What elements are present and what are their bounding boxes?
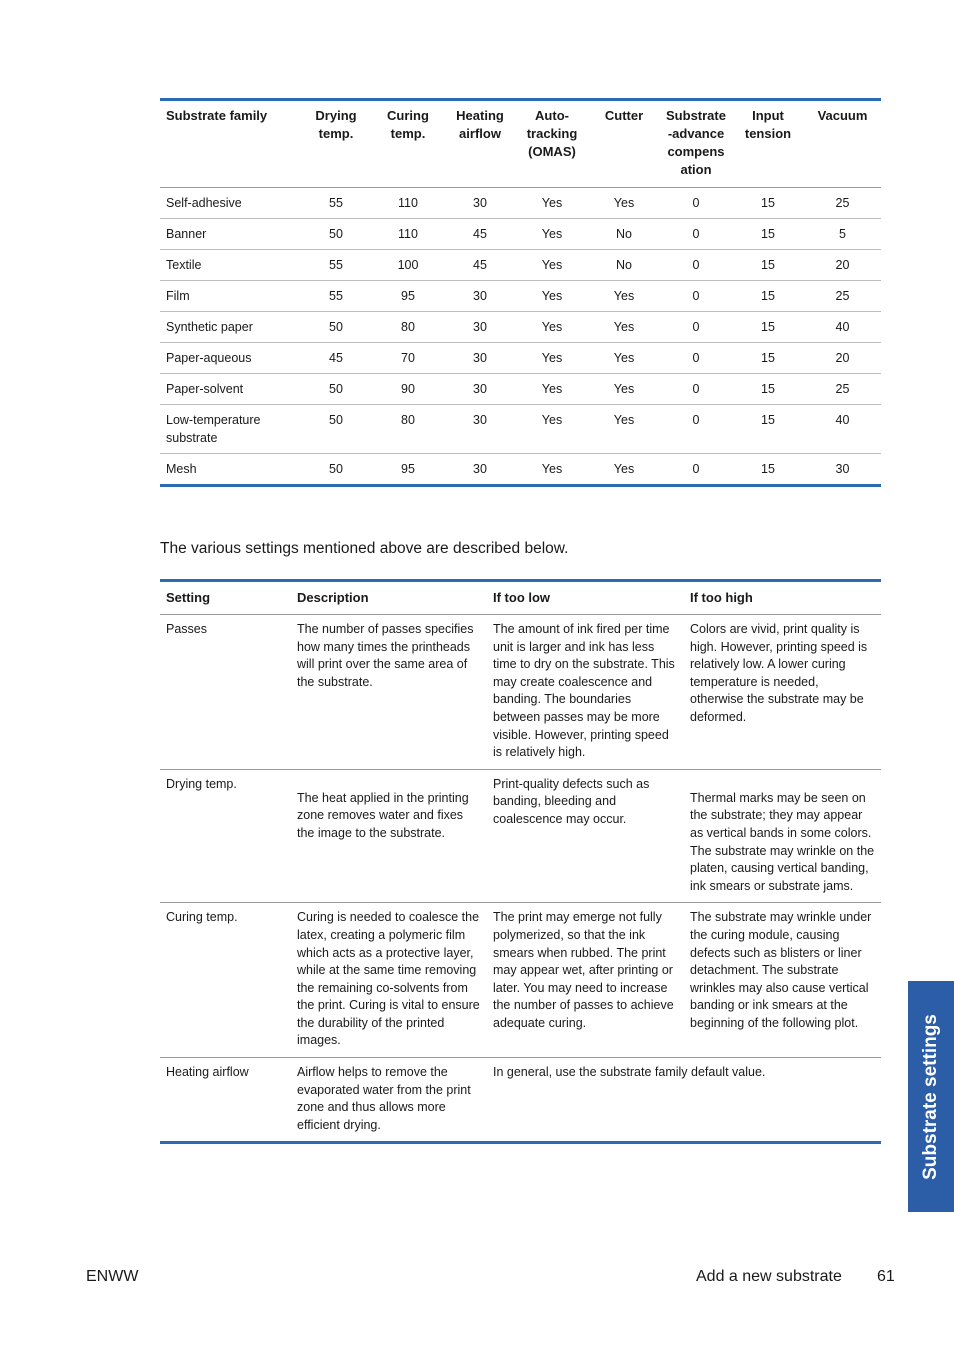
setting-too-low: Print-quality defects such as banding, bleeding and coalescence may occur. [487,769,684,903]
table-cell: 0 [660,281,732,312]
setting-description: Airflow helps to remove the evaporated water from the print zone and thus allows more efficient drying. [297,1065,471,1132]
table-cell: 80 [372,312,444,343]
table-cell: 50 [300,312,372,343]
substrate-name: Banner [160,219,300,250]
table-cell: 15 [732,188,804,219]
column-header: If too low [487,581,684,615]
table-cell: 15 [732,405,804,454]
table-cell: 50 [300,374,372,405]
table-cell: Yes [588,281,660,312]
table-cell: Yes [516,343,588,374]
table-cell: 45 [300,343,372,374]
table-cell: 30 [473,462,487,476]
table-cell: 15 [732,219,804,250]
table-cell: 0 [660,343,732,374]
setting-too-high: The substrate may wrinkle under the curing module, causing defects such as blisters or liner detachment. The substrate wrinkles may also cause vertical banding or ink smears at the beginning of the following plot. [684,903,881,1058]
table-cell: 50 [329,462,343,476]
table-cell: 20 [804,250,881,281]
substrate-name: Self-adhesive [160,188,300,219]
table-row [160,343,881,374]
table-header-row [160,100,881,188]
table-cell: 30 [444,374,516,405]
table-cell: 110 [372,219,444,250]
table-cell: Yes [516,405,588,454]
setting-too-high: Colors are vivid, print quality is high. However, printing speed is relatively low. A lower curing temperature is needed, otherwise the substrate may be deformed. [684,615,881,770]
setting-name: Passes [160,615,291,770]
table-cell: 45 [444,219,516,250]
column-header: Input tension [732,100,804,188]
setting-too-low-and-high: In general, use the substrate family default value. [493,1065,766,1080]
table-cell: 40 [804,405,881,454]
table-cell: 30 [835,462,850,476]
table-row [160,405,881,454]
table-cell: Yes [588,343,660,374]
setting-description: Curing is needed to coalesce the latex, creating a polymeric film which acts as a protective layer, while at the same time removing the remaining co-solvents from the print. Curing is vital to ensure the durability of the printed images. [291,903,487,1058]
substrate-name: Film [160,281,300,312]
table-cell: Yes [516,374,588,405]
table-row [160,615,881,770]
table-cell: 0 [660,312,732,343]
table-cell: Yes [516,188,588,219]
table-cell: 0 [660,219,732,250]
table-cell: 15 [732,281,804,312]
table-cell: 30 [444,281,516,312]
table-cell: No [588,250,660,281]
section-side-tab [908,981,954,1212]
substrate-name: Paper-aqueous [160,343,300,374]
table-cell: 95 [401,462,415,476]
table-cell: Yes [588,312,660,343]
setting-name: Heating airflow [166,1065,249,1080]
table-cell: 0 [660,250,732,281]
table-cell: Yes [613,462,635,476]
table-cell: Yes [588,188,660,219]
table-cell: 50 [300,405,372,454]
substrate-name: Paper-solvent [160,374,300,405]
column-header: Curing temp. [372,100,444,188]
table-row [160,188,881,219]
table-cell: 25 [804,374,881,405]
table-cell: Yes [516,312,588,343]
column-header: Auto-tracking (OMAS) [516,100,588,188]
table-cell: 55 [300,188,372,219]
footer-chapter-title: Add a new substrate [696,1268,842,1285]
table-cell: Yes [541,462,563,476]
table-cell: 55 [300,250,372,281]
column-header: If too high [684,581,881,615]
table-cell: 45 [444,250,516,281]
substrate-family-table [160,98,881,487]
table-cell: 70 [372,343,444,374]
setting-description: The heat applied in the printing zone removes water and fixes the image to the substrate. [291,769,487,903]
table-cell: 15 [732,374,804,405]
column-header: Description [291,581,487,615]
setting-description: The number of passes specifies how many times the printheads will print over the same area of the substrate. [291,615,487,770]
table-cell: 55 [300,281,372,312]
substrate-name: Low-temperature substrate [160,405,300,454]
table-cell: 0 [660,405,732,454]
substrate-name: Synthetic paper [160,312,300,343]
table-cell: 95 [372,281,444,312]
table-cell: 110 [372,188,444,219]
table-cell: 50 [300,219,372,250]
table-cell: 30 [444,405,516,454]
table-cell: 25 [804,188,881,219]
table-cell: 30 [444,343,516,374]
column-header: Substrate family [160,100,300,188]
table-cell: 0 [660,374,732,405]
table-cell: 15 [732,312,804,343]
table-row [160,1058,881,1143]
table-row [160,219,881,250]
column-header: Substrate-advance compensation [660,100,732,188]
table-row [160,312,881,343]
table-row [160,454,881,486]
table-cell: 100 [372,250,444,281]
table-cell: Yes [588,374,660,405]
table-cell: 5 [804,219,881,250]
setting-too-high: Thermal marks may be seen on the substrate; they may appear as vertical bands in some colors. The substrate may wrinkle on the platen, causing vertical banding, ink smears or substrate jams. [684,769,881,903]
setting-too-low: The amount of ink fired per time unit is larger and ink has less time to dry on the substrate. This may create coalescence and banding. The boundaries between passes may be more visible. However, printing speed is relatively high. [487,615,684,770]
table-cell: 25 [804,281,881,312]
table-cell: 40 [804,312,881,343]
table-cell: 0 [692,462,700,476]
settings-table [160,579,881,1144]
table-cell: 15 [761,462,775,476]
table-header-row [160,581,881,615]
table-row [160,769,881,903]
substrate-name: Mesh [166,462,197,476]
substrate-family-rows [160,188,881,486]
setting-name: Drying temp. [160,769,291,903]
column-header: Heating airflow [444,100,516,188]
table-cell: 30 [444,312,516,343]
table-cell: Yes [516,281,588,312]
column-header: Cutter [588,100,660,188]
table-cell: Yes [588,405,660,454]
table-row [160,903,881,1058]
intro-text: The various settings mentioned above are described below. [160,540,569,557]
table-row [160,281,881,312]
column-header: Setting [160,581,291,615]
substrate-name: Textile [160,250,300,281]
column-header: Vacuum [804,100,881,188]
table-cell: No [588,219,660,250]
settings-rows [160,615,881,1143]
footer-doc-code: ENWW [86,1268,139,1285]
table-cell: 90 [372,374,444,405]
table-cell: 80 [372,405,444,454]
table-cell: Yes [516,219,588,250]
table-row [160,250,881,281]
table-cell: Yes [516,250,588,281]
table-row [160,374,881,405]
page-number: 61 [877,1268,895,1285]
table-cell: 20 [804,343,881,374]
setting-name: Curing temp. [160,903,291,1058]
table-cell: 30 [444,188,516,219]
table-cell: 15 [732,250,804,281]
column-header: Drying temp. [300,100,372,188]
table-cell: 0 [660,188,732,219]
table-cell: 15 [732,343,804,374]
setting-too-low: The print may emerge not fully polymerized, so that the ink smears when rubbed. The print may appear wet, after printing or later. You may need to increase the number of passes to achieve adequate curing. [487,903,684,1058]
side-tab-label: Substrate settings [920,1013,941,1180]
